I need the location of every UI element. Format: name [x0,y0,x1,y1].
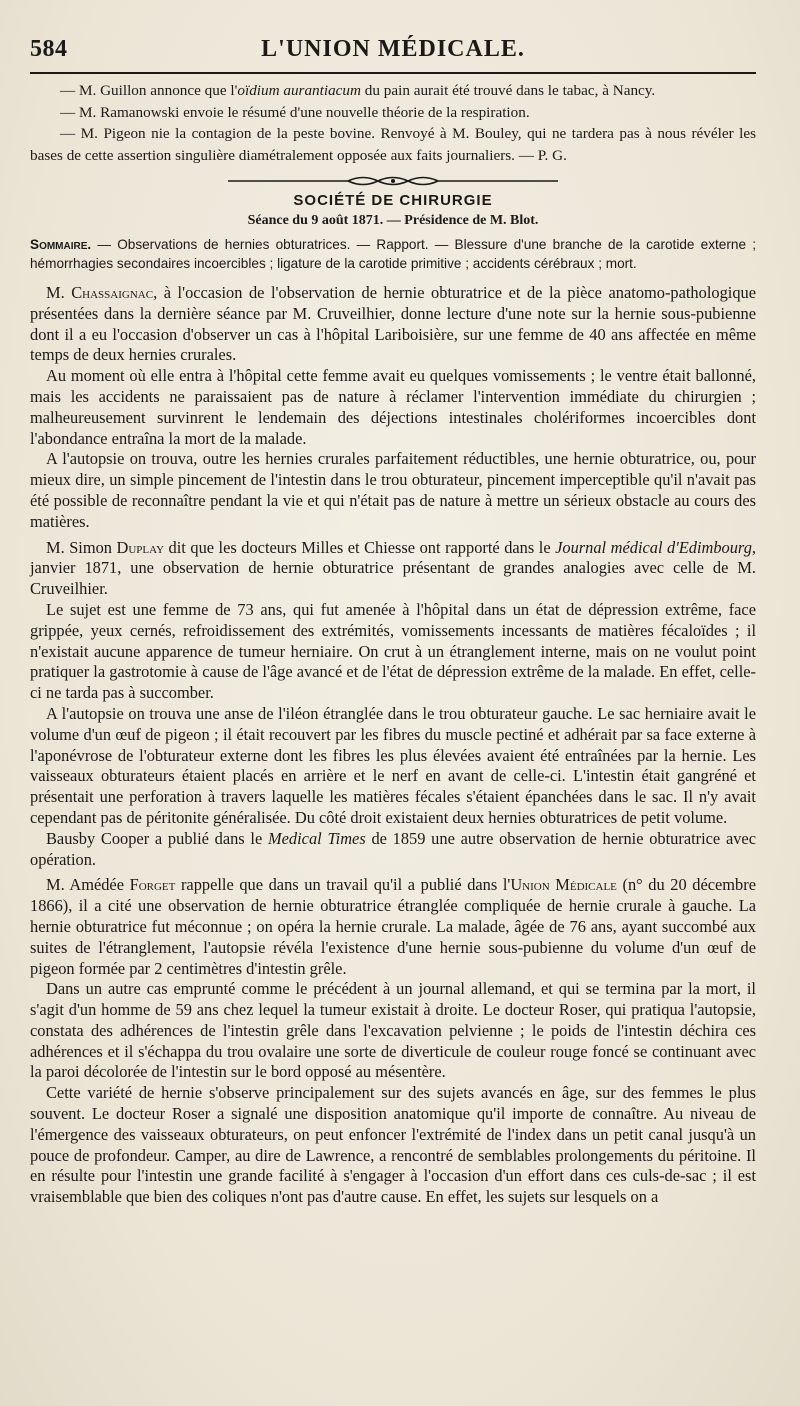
summary-label: Sommaire. [30,237,92,252]
news-item: — M. Ramanowski envoie le résumé d'une nouvelle théorie de la respiration. [60,103,530,121]
paragraph: A l'autopsie on trouva, outre les hernies crurales parfaitement réductibles, une hernie obturatrice, ou, pour mieux dire, un simple pincement de l'intestin dans le trou obturateur, pincement imperceptible qu'il n'avait pas été possible de reconnaître pendant la vie et qui n'était pas de nature à mettre un sérieux obstacle au cours des matières. [30,449,756,531]
paragraph: M. Amédée Forget rappelle que dans un travail qu'il a publié dans l'Union Médicale (n° du 20 décembre 1866), il a cité une observation de hernie obturatrice étranglée compliquée de hernie crurale à gauche. La hernie obturatrice fut méconnue ; on opéra la hernie crurale. La malade, âgée de 76 ans, ayant succombé aux suites de l'étranglement, l'autopsie révéla l'existence d'une hernie sous-pubienne du volume d'un œuf de pigeon formée par 2 centimètres d'intestin grêle. [30,875,756,978]
running-head [30,36,756,74]
session-line: Séance du 9 août 1871. — Présidence de M. Blot. [247,213,539,228]
paragraph: Cette variété de hernie s'observe principalement sur des sujets avancés en âge, sur des femmes le plus souvent. Le docteur Roser a signalé une disposition anatomique qu'il importe de connaître. Au niveau de l'émergence des vaisseaux obturateurs, on peut enfoncer l'extrémité de l'index dans un petit canal jusqu'à un pouce de profondeur. Camper, au dire de Lawrence, a rencontré de semblables prolongements du péritoine. Il en résulte pour l'intestin une grande facilité à s'engager à l'occasion d'un effort dans ces culs-de-sac ; il est vraisemblable que bien des coliques n'ont pas d'autre cause. En effet, les sujets sur lesquels on a [30,1083,756,1207]
paragraph: M. Chassaignac, à l'occasion de l'observation de hernie obturatrice et de la pièce anatomo-pathologique présentées dans la dernière séance par M. Cruveilhier, donne lecture d'une note sur la hernie sous-pubienne dont il a eu l'occasion d'observer un cas à l'hôpital Lariboisière, sur une femme de 40 ans affectée en même temps de deux hernies crurales. [30,283,756,365]
paragraph: Dans un autre cas emprunté comme le précédent à un journal allemand, et qui se termina par la mort, il s'agit d'un homme de 59 ans chez lequel la tumeur existait à droite. Le docteur Roser, qui pratiqua l'autopsie, constata des adhérences de l'intestin grêle dans l'excavation pelvienne ; le poids de l'intestin déchira ces adhérences et il s'échappa du trou ovalaire une sorte de diverticule de couleur rouge foncé se continuant avec la paroi décolorée de l'intestin sur le bord opposé au mésentère. [30,979,756,1082]
news-item: — M. Pigeon nie la contagion de la peste bovine. Renvoyé à M. Bouley, qui ne tardera pas à nous révéler les bases de cette assertion singulière diamétralement opposée aux faits journaliers. — P. G. [30,125,756,164]
society-heading: SOCIÉTÉ DE CHIRURGIE [293,192,493,209]
paragraph: Bausby Cooper a publié dans le Medical Times de 1859 une autre observation de hernie obturatrice avec opération. [30,828,756,869]
news-item: — M. Guillon annonce que l'oïdium aurantiacum du pain aurait été trouvé dans le tabac, à Nancy. [60,82,656,99]
summary-text: — Observations de hernies obturatrices. — Rapport. — Blessure d'une branche de la carotide externe ; hémorrhagies secondaires incoercibles ; ligature de la carotide primitive ; accidents cérébraux ; mort. [30,237,756,271]
page-number: 584 [30,36,68,62]
summary [30,235,756,273]
paragraph: M. Simon Duplay dit que les docteurs Milles et Chiesse ont rapporté dans le Journal médical d'Edimbourg, janvier 1871, une observation de hernie obturatrice présentant de grandes analogies avec celle de M. Cruveilhier. [30,537,756,599]
journal-title: L'UNION MÉDICALE. [261,36,525,62]
paragraph: A l'autopsie on trouva une anse de l'iléon étranglée dans le trou obturateur gauche. Le sac herniaire avait le volume d'un œuf de pigeon ; il était recouvert par les fibres du muscle pectiné et adhérait par sa face externe à l'aponévrose de l'obturateur externe dont les fibres les plus élevées avaient été entraînées par la hernie. Les vaisseaux obturateurs étaient placés en arrière et le nerf en avant de celle-ci. L'intestin était gangréné et présentait une perforation à travers laquelle les matières fécales s'étaient épanchées dans le sac. Il n'y avait cependant pas de péritonite généralisée. Du côté droit existaient deux hernies obturatrices de petit volume. [30,703,756,827]
section-divider-ornament [228,174,558,188]
article-body [30,283,756,1208]
paragraph: Au moment où elle entra à l'hôpital cette femme avait eu quelques vomissements ; le ventre était ballonné, mais les accidents ne paraissaient pas de nature à réclamer l'intervention immédiate du chirurgien ; malheureusement survinrent le lendemain des déjections intestinales cholériformes incoercibles dont l'abondance entraîna la mort de la malade. [30,366,756,448]
paragraph: Le sujet est une femme de 73 ans, qui fut amenée à l'hôpital dans un état de dépression extrême, face grippée, yeux cernés, refroidissement des extrémités, vomissements incessants de matières fécaloïdes ; il n'existait aucune apparence de tumeur herniaire. On crut à un étranglement interne, mais on ne voulut point pratiquer la gastrotomie à cause de l'âge avancé et de l'état de dépression extrême de la malade. En effet, celle-ci ne tarda pas à succomber. [30,599,756,703]
academy-news [30,80,756,166]
